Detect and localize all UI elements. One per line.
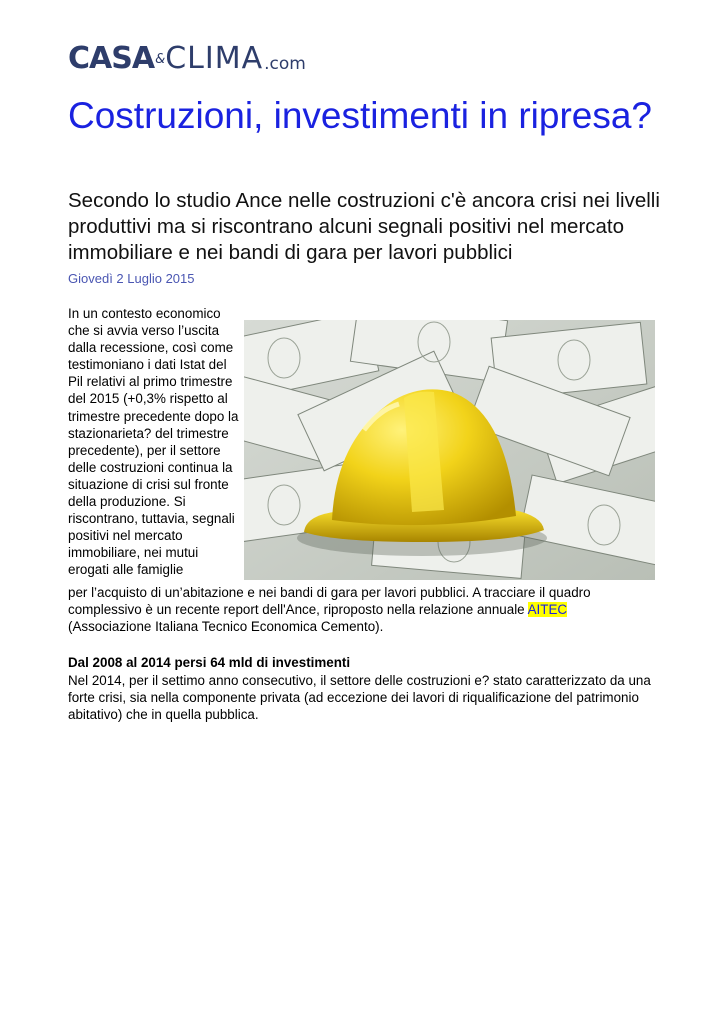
logo-text-suffix: .com <box>264 54 306 74</box>
article-photo <box>244 320 655 580</box>
logo-text-clima: CLIMA <box>165 41 264 76</box>
lead-continued-text: per l’acquisto di un’abitazione e nei bandi di gara per lavori pubblici. A tracciare il quadro complessivo è un recente report dell'Ance, riproposto nella relazione annuale <box>68 585 591 618</box>
site-logo[interactable] <box>68 40 306 74</box>
article-subtitle: Secondo lo studio Ance nelle costruzioni c'è ancora crisi nei livelli produttivi ma si riscontrano alcuni segnali positivi nel mercato immobiliare e nei bandi di gara per lavori pubblici <box>68 189 660 264</box>
hard-hat-on-banknotes-photo <box>244 320 655 580</box>
article-title: Costruzioni, investimenti in ripresa? <box>68 95 653 136</box>
logo-text-casa: CASA <box>68 41 155 76</box>
article-lead-continued <box>68 584 658 635</box>
section-body: Nel 2014, per il settimo anno consecutivo, il settore delle costruzioni e? stato caratterizzato da una forte crisi, sia nella componente privata (ad eccezione dei lavori di riqualificazione del patrimonio abitativo) che in quella pubblica. <box>68 673 651 723</box>
article-lead-side: In un contesto economico che si avvia verso l’uscita dalla recessione, così come testimoniano i dati Istat del Pil relativi al primo trimestre del 2015 (+0,3% rispetto al trimestre precedente dopo la stazionarieta? del trimestre precedente), per il settore delle costruzioni continua la situazione di crisi sul fronte della produzione. Si riscontrano, tuttavia, segnali positivi nel mercato immobiliare, nei mutui erogati alle famiglie <box>68 306 239 578</box>
article-date: Giovedì 2 Luglio 2015 <box>68 271 195 286</box>
section-heading: Dal 2008 al 2014 persi 64 mld di investimenti <box>68 655 351 670</box>
logo-ampersand: & <box>155 52 165 67</box>
lead-continued-text-end: (Associazione Italiana Tecnico Economica Cemento). <box>68 619 384 635</box>
aitec-link[interactable]: AITEC <box>527 602 568 618</box>
